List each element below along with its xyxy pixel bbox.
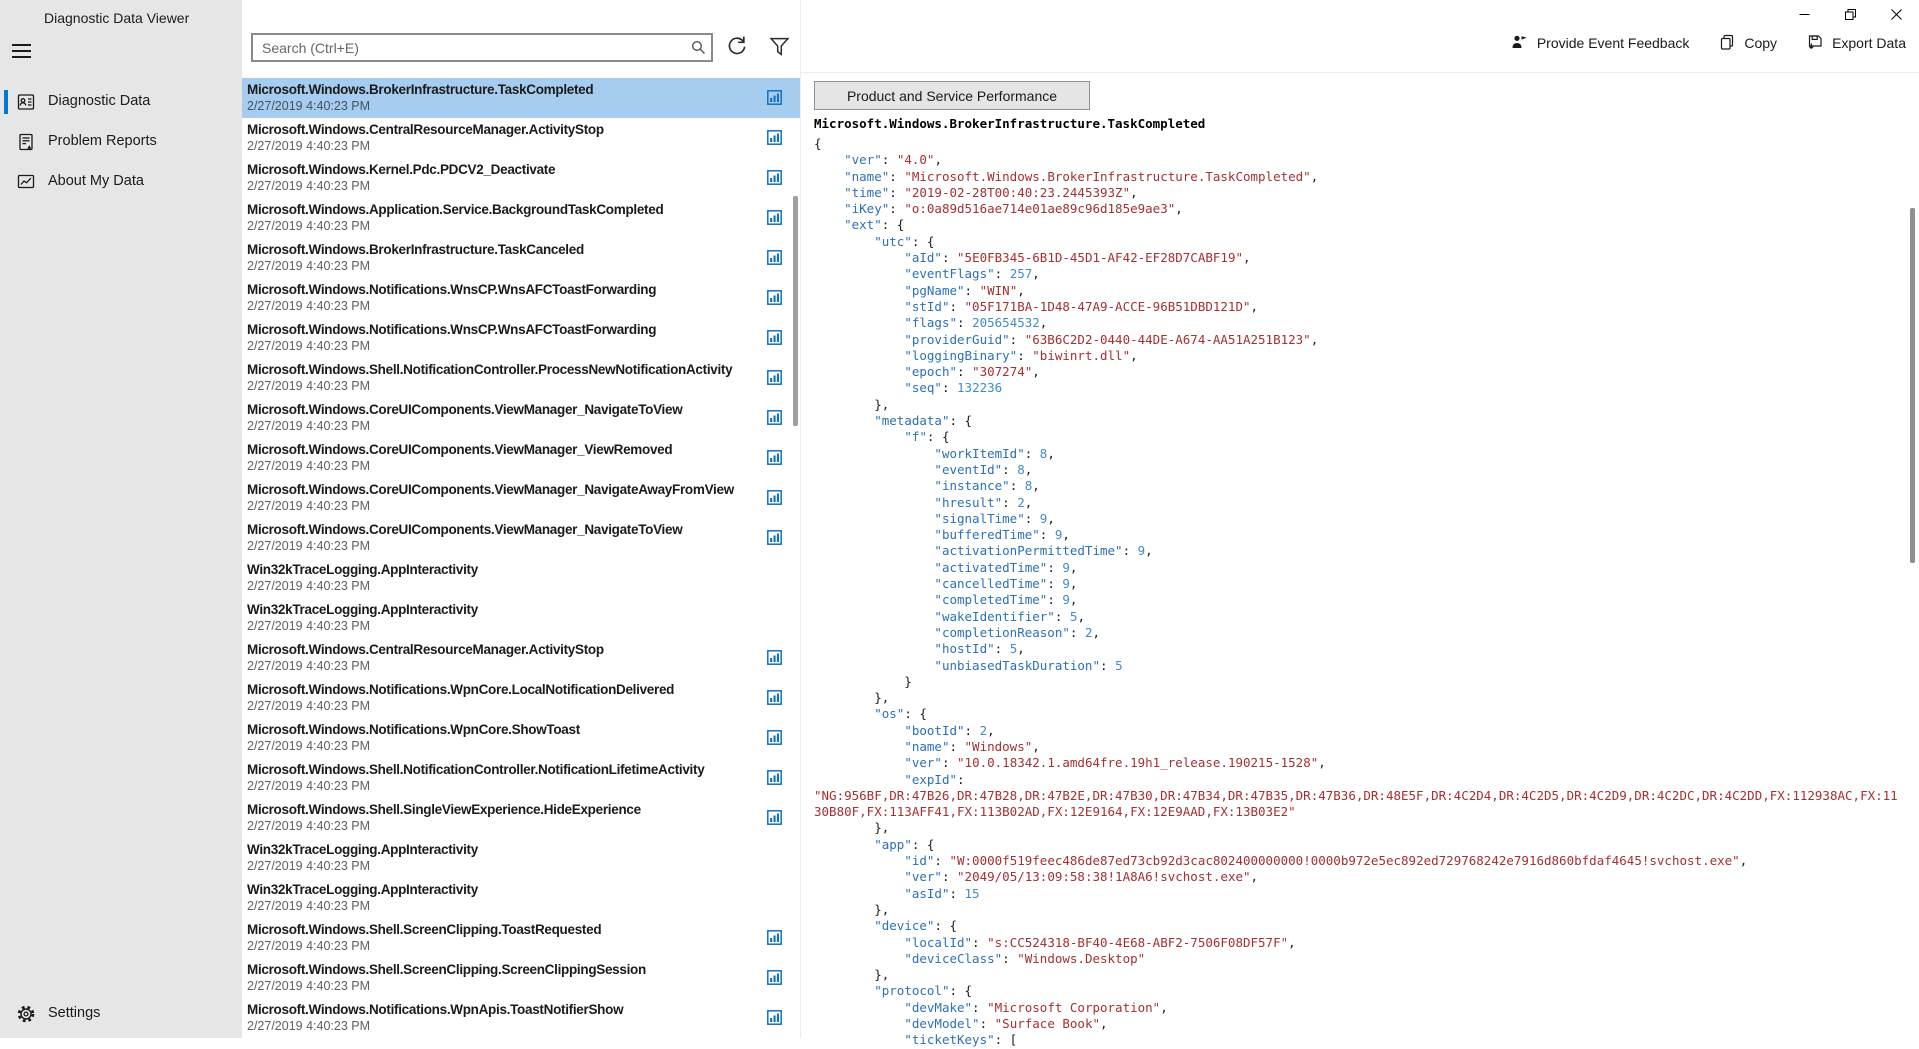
event-list-item[interactable] [242, 798, 800, 838]
event-timestamp: 2/27/2019 4:40:23 PM [247, 939, 371, 953]
event-timestamp: 2/27/2019 4:40:23 PM [247, 539, 371, 553]
export-data-button[interactable] [1807, 34, 1906, 53]
event-list-item[interactable] [242, 598, 800, 638]
minimize-button[interactable] [1781, 0, 1827, 28]
event-detail-panel [800, 0, 1919, 1048]
bar-chart-icon [767, 210, 782, 225]
event-list-item[interactable] [242, 558, 800, 598]
settings-gear-icon [16, 1004, 36, 1024]
event-timestamp: 2/27/2019 4:40:23 PM [247, 899, 371, 913]
category-tag[interactable]: Product and Service Performance [814, 81, 1090, 110]
bar-chart-icon [767, 450, 782, 465]
event-timestamp: 2/27/2019 4:40:23 PM [247, 459, 371, 473]
event-name: Microsoft.Windows.BrokerInfrastructure.TaskCompleted [247, 82, 594, 97]
bar-chart-icon [767, 370, 782, 385]
event-timestamp: 2/27/2019 4:40:23 PM [247, 379, 371, 393]
event-name: Microsoft.Windows.Notifications.WpnCore.ShowToast [247, 722, 580, 737]
restore-down-button[interactable] [1827, 0, 1873, 28]
event-timestamp: 2/27/2019 4:40:23 PM [247, 1019, 371, 1033]
event-list-item[interactable] [242, 718, 800, 758]
copy-label: Copy [1744, 35, 1778, 51]
event-json-title: Microsoft.Windows.BrokerInfrastructure.TaskCompleted [814, 116, 1206, 131]
event-json-view: { "ver": "4.0", "name": "Microsoft.Windows.BrokerInfrastructure.TaskCompleted", "time": "2019-02-28T00:40:23.2445393Z", "iKey": "o:0a89d516ae714e01ae89c96d185e9ae3", "ext": { "utc": { "aId": "5E0FB345-6B1D-45D1-AF42-EF28D7CABF19", "eventFlags": 257, "pgName": "WIN", "stId": "05F171BA-1D48-47A9-ACCE-96B51DBD121D", "flags": 205654532, "providerGuid": "63B6C2D2-0440-44DE-A674-AA51A251B123", "loggingBinary": "biwinrt.dll", "epoch": "307274", "seq": 132236 }, "metadata": { "f": { "workItemId": 8, "eventId": 8, "instance": 8, "hresult": 2, "signalTime": 9, "bufferedTime": 9, "activationPermittedTime": 9, "activatedTime": 9, "cancelledTime": 9, "completedTime": 9, "wakeIdentifier": 5, "completionReason": 2, "hostId": 5, "unbiasedTaskDuration": 5 } }, "os": { "bootId": 2, "name": "Windows", "ver": "10.0.18342.1.amd64fre.19h1_release.190215-1528", "expId": "NG:956BF,DR:47B26,DR:47B28,DR:47B2E,DR:47B30,DR:47B34,DR:47B35,DR:47B36,DR:48E5F,DR:4C2D4,DR:4C2D5,DR:4C2D9,DR:4C2DC,DR:4C2DD,FX:112938AC,FX:11 30B80F,FX:113AFF41,FX:113B02AD,FX:12E9164,FX:12E9AAD,FX:13B03E2" }, "app": { "id": "W:0000f519feec486de87ed73cb92d3cac802400000000!0000b972e5ec892ed729768242e7916d860bfdaf4645!svchost.exe", "ver": "2049/05/13:09:58:38!1A8A6!svchost.exe", "asId": 15 }, "device": { "localId": "s:CC524318-BF40-4E68-ABF2-7506F08DF57F", "deviceClass": "Windows.Desktop" }, "protocol": { "devMake": "Microsoft Corporation", "devModel": "Surface Book", "ticketKeys": [ [814, 136, 1898, 1048]
about-my-data-icon [16, 172, 36, 192]
event-list-item[interactable] [242, 158, 800, 198]
event-list-item[interactable] [242, 878, 800, 918]
copy-icon [1719, 34, 1735, 53]
event-list-panel [242, 0, 800, 1038]
event-list-item[interactable] [242, 638, 800, 678]
event-timestamp: 2/27/2019 4:40:23 PM [247, 99, 371, 113]
sidebar [0, 0, 242, 1038]
refresh-button[interactable] [723, 35, 749, 61]
event-name: Microsoft.Windows.CoreUIComponents.ViewManager_NavigateAwayFromView [247, 482, 734, 497]
bar-chart-icon [767, 90, 782, 105]
sidebar-item-label: Settings [48, 1005, 101, 1021]
search-icon [691, 40, 706, 55]
event-timestamp: 2/27/2019 4:40:23 PM [247, 419, 371, 433]
provide-event-feedback-button[interactable] [1511, 34, 1690, 53]
event-timestamp: 2/27/2019 4:40:23 PM [247, 659, 371, 673]
export-data-label: Export Data [1832, 35, 1906, 51]
person-feedback-icon [1511, 34, 1528, 53]
bar-chart-icon [767, 330, 782, 345]
event-timestamp: 2/27/2019 4:40:23 PM [247, 299, 371, 313]
sidebar-item-label: Problem Reports [48, 133, 157, 149]
event-list-item[interactable] [242, 118, 800, 158]
bar-chart-icon [767, 290, 782, 305]
selected-indicator [4, 90, 8, 114]
event-list-item[interactable] [242, 278, 800, 318]
event-timestamp: 2/27/2019 4:40:23 PM [247, 579, 371, 593]
event-name: Microsoft.Windows.CoreUIComponents.ViewManager_ViewRemoved [247, 442, 673, 457]
event-name: Microsoft.Windows.Shell.SingleViewExperience.HideExperience [247, 802, 641, 817]
event-list-item[interactable] [242, 198, 800, 238]
close-button[interactable] [1873, 0, 1919, 28]
event-name: Microsoft.Windows.Notifications.WnsCP.WnsAFCToastForwarding [247, 322, 657, 337]
event-list [242, 78, 800, 1038]
event-name: Microsoft.Windows.Notifications.WpnApis.ToastNotifierShow [247, 1002, 624, 1017]
event-timestamp: 2/27/2019 4:40:23 PM [247, 259, 371, 273]
bar-chart-icon [767, 490, 782, 505]
event-name: Microsoft.Windows.Application.Service.BackgroundTaskCompleted [247, 202, 664, 217]
event-list-item[interactable] [242, 678, 800, 718]
event-timestamp: 2/27/2019 4:40:23 PM [247, 979, 371, 993]
event-name: Microsoft.Windows.CoreUIComponents.ViewManager_NavigateToView [247, 402, 683, 417]
command-bar [1511, 28, 1906, 58]
bar-chart-icon [767, 410, 782, 425]
problem-reports-icon [16, 132, 36, 152]
event-timestamp: 2/27/2019 4:40:23 PM [247, 139, 371, 153]
bar-chart-icon [767, 730, 782, 745]
hamburger-menu-button[interactable] [12, 44, 34, 62]
window-controls [1781, 0, 1919, 28]
event-timestamp: 2/27/2019 4:40:23 PM [247, 499, 371, 513]
event-list-item[interactable] [242, 918, 800, 958]
event-name: Win32kTraceLogging.AppInteractivity [247, 602, 478, 617]
bar-chart-icon [767, 650, 782, 665]
bar-chart-icon [767, 1010, 782, 1025]
sidebar-item-diagnostic-data[interactable] [0, 82, 242, 122]
event-list-item[interactable] [242, 958, 800, 998]
detail-scrollbar[interactable] [1910, 208, 1915, 563]
export-data-icon [1807, 34, 1823, 53]
sidebar-item-problem-reports[interactable] [0, 122, 242, 162]
bar-chart-icon [767, 930, 782, 945]
event-name: Microsoft.Windows.Shell.ScreenClipping.ToastRequested [247, 922, 602, 937]
event-timestamp: 2/27/2019 4:40:23 PM [247, 819, 371, 833]
event-list-item[interactable] [242, 78, 800, 118]
event-name: Microsoft.Windows.Shell.NotificationController.ProcessNewNotificationActivity [247, 362, 733, 377]
event-name: Win32kTraceLogging.AppInteractivity [247, 882, 478, 897]
bar-chart-icon [767, 250, 782, 265]
bar-chart-icon [767, 810, 782, 825]
event-name: Microsoft.Windows.Shell.ScreenClipping.ScreenClippingSession [247, 962, 646, 977]
event-list-item[interactable] [242, 998, 800, 1038]
bar-chart-icon [767, 690, 782, 705]
event-timestamp: 2/27/2019 4:40:23 PM [247, 739, 371, 753]
event-name: Win32kTraceLogging.AppInteractivity [247, 842, 478, 857]
bar-chart-icon [767, 530, 782, 545]
event-timestamp: 2/27/2019 4:40:23 PM [247, 619, 371, 633]
copy-button[interactable] [1719, 34, 1777, 53]
event-name: Microsoft.Windows.Kernel.Pdc.PDCV2_Deactivate [247, 162, 556, 177]
sidebar-item-label: Diagnostic Data [48, 93, 151, 109]
event-name: Microsoft.Windows.Notifications.WnsCP.WnsAFCToastForwarding [247, 282, 657, 297]
filter-button[interactable] [766, 35, 792, 61]
event-name: Microsoft.Windows.Shell.NotificationController.NotificationLifetimeActivity [247, 762, 705, 777]
event-timestamp: 2/27/2019 4:40:23 PM [247, 699, 371, 713]
event-name: Microsoft.Windows.Notifications.WpnCore.LocalNotificationDelivered [247, 682, 675, 697]
event-list-item[interactable] [242, 838, 800, 878]
event-name: Microsoft.Windows.CentralResourceManager.ActivityStop [247, 642, 604, 657]
event-list-item[interactable] [242, 518, 800, 558]
app-title: Diagnostic Data Viewer [44, 10, 190, 26]
sidebar-item-settings[interactable] [0, 994, 242, 1034]
diagnostic-data-icon [16, 92, 36, 112]
event-list-item[interactable] [242, 358, 800, 398]
event-timestamp: 2/27/2019 4:40:23 PM [247, 179, 371, 193]
command-bar-separator [801, 72, 1919, 73]
bar-chart-icon [767, 170, 782, 185]
event-name: Microsoft.Windows.CoreUIComponents.ViewManager_NavigateToView [247, 522, 683, 537]
event-timestamp: 2/27/2019 4:40:23 PM [247, 339, 371, 353]
bar-chart-icon [767, 970, 782, 985]
event-timestamp: 2/27/2019 4:40:23 PM [247, 219, 371, 233]
list-scrollbar[interactable] [793, 196, 798, 426]
provide-event-feedback-label: Provide Event Feedback [1536, 35, 1690, 51]
search-input[interactable] [251, 33, 713, 62]
bar-chart-icon [767, 130, 782, 145]
event-name: Microsoft.Windows.BrokerInfrastructure.TaskCanceled [247, 242, 584, 257]
event-list-item[interactable] [242, 238, 800, 278]
event-list-item[interactable] [242, 398, 800, 438]
event-list-item[interactable] [242, 478, 800, 518]
event-name: Win32kTraceLogging.AppInteractivity [247, 562, 478, 577]
event-timestamp: 2/27/2019 4:40:23 PM [247, 859, 371, 873]
event-list-item[interactable] [242, 438, 800, 478]
search-box [251, 33, 713, 62]
event-list-item[interactable] [242, 318, 800, 358]
sidebar-item-label: About My Data [48, 173, 144, 189]
sidebar-item-about-my-data[interactable] [0, 162, 242, 202]
event-list-item[interactable] [242, 758, 800, 798]
bar-chart-icon [767, 770, 782, 785]
event-timestamp: 2/27/2019 4:40:23 PM [247, 779, 371, 793]
event-name: Microsoft.Windows.CentralResourceManager.ActivityStop [247, 122, 604, 137]
